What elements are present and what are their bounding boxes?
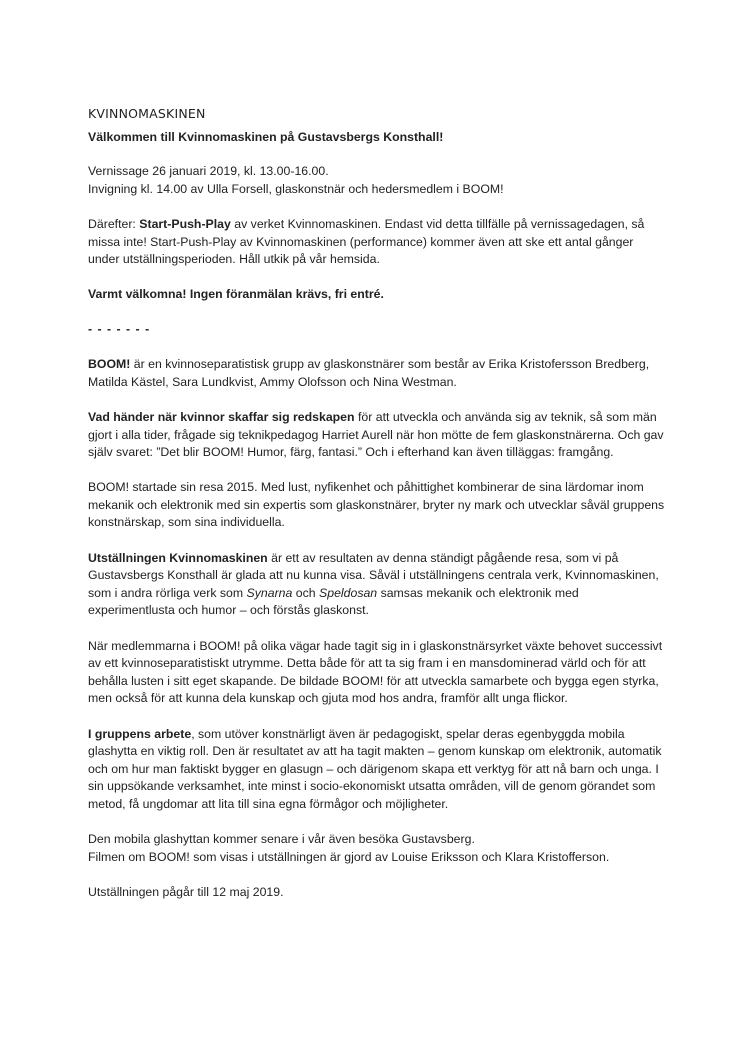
paragraph-bold-lead: Start-Push-Play (139, 216, 231, 231)
document-heading: KVINNOMASKINEN (88, 106, 206, 121)
vernissage-info (88, 163, 668, 198)
exhibition-paragraph (88, 550, 668, 620)
section-separator: - - - - - - - (88, 321, 151, 336)
document-subheading: Välkommen till Kvinnomaskinen på Gustavsbergs Konsthall! (88, 129, 444, 144)
boom-intro-paragraph (88, 356, 668, 391)
paragraph-text: för att utveckla och använda sig av teknik, så som män gjort i alla tider, frågade sig teknikpedagog Harriet Aurell när hon mötte de fem glaskonstnärerna. Och gav själv svaret: ”Det blir BOOM! Humor, färg, fantasi.” Och i efterhand kan även tilläggas: framgång. (88, 409, 664, 460)
vernissage-date: Vernissage 26 januari 2019, kl. 13.00-16.00. (88, 164, 329, 179)
paragraph-text: och (292, 585, 320, 600)
inauguration-info: Invigning kl. 14.00 av Ulla Forsell, glaskonstnär och hedersmedlem i BOOM! (88, 181, 504, 196)
paragraph-text: är en kvinnoseparatistisk grupp av glaskonstnärer som består av Erika Kristofersson Bredberg, Matilda Kästel, Sara Lundkvist, Ammy Olofsson och Nina Westman. (88, 357, 650, 389)
paragraph-bold-lead: BOOM! (88, 357, 131, 372)
paragraph-text: av verket Kvinnomaskinen. Endast vid detta tillfälle på vernissagedagen, så missa inte! Start-Push-Play av Kvinnomaskinen (performance) kommer även att ske ett antal gånger under utställningsperioden. Håll utkik på vår hemsida. (88, 216, 645, 267)
paragraph-text: är ett av resultaten av denna ständigt pågående resa, som vi på Gustavsbergs Konsthall är glada att nu kunna visa. Såväl i utställningens centrala verk, Kvinnomaskinen, som i andra rörliga verk som (88, 550, 659, 600)
film-credit: Filmen om BOOM! som visas i utställningen är gjord av Louise Eriksson och Klara Kristofferson. (88, 849, 610, 864)
paragraph-bold-lead: Utställningen Kvinnomaskinen (88, 550, 268, 565)
document-body (88, 105, 668, 919)
paragraph-bold-lead: I gruppens arbete (88, 726, 192, 741)
paragraph-text: , som utöver konstnärligt även är pedagogiskt, spelar deras egenbyggda mobila glashytta en viktig roll. Den är resultatet av att ha tagit makten – genom kunskap om elektronik, automatik och om hur man faktiskt bygger en glasugn – och därigenom skapa ett verktyg för att nå barn och unga. I sin uppsökande verksamhet, inte minst i socio-ekonomiskt utsatta områden, vill de genom görandet som metod, få ungdomar att lita till sina egna förmågor och möjligheter. (88, 726, 662, 811)
work-title-speldosan: Speldosan (319, 585, 378, 600)
welcome-note: Varmt välkomna! Ingen föranmälan krävs, fri entré. (88, 287, 384, 302)
glass-hut-paragraph (88, 831, 668, 866)
glass-hut-visit: Den mobila glashyttan kommer senare i vår även besöka Gustavsberg. (88, 832, 475, 847)
group-work-paragraph (88, 726, 668, 814)
work-title-synarna: Synarna (246, 585, 293, 600)
tools-paragraph (88, 409, 668, 462)
background-paragraph: När medlemmarna i BOOM! på olika vägar hade tagit sig in i glaskonstnärsyrket växte behovet successivt av ett kvinnoseparatistiskt utrymme. Detta både för att ta sig fram i en mansdominerad värld och för att behålla lusten i sitt eget skapande. De bildade BOOM! för att utveckla samarbete och bygga egen styrka, men också för att kunna dela kunskap och gjuta mod hos andra, framför allt unga flickor. (88, 638, 663, 706)
paragraph-text: Därefter: (88, 216, 140, 231)
history-paragraph: BOOM! startade sin resa 2015. Med lust, nyfikenhet och påhittighet kombinerar de sina lärdomar inom mekanik och elektronik med sin expertis som glaskonstnärer, bryter ny mark och utvecklar såväl gruppens konstnärskap, som sina individuella. (88, 480, 665, 530)
performance-paragraph (88, 216, 668, 269)
paragraph-text: samsas mekanik och elektronik med experimentlusta och humor – och förstås glaskonst. (88, 585, 579, 618)
exhibition-end-date: Utställningen pågår till 12 maj 2019. (88, 884, 284, 899)
paragraph-bold-lead: Vad händer när kvinnor skaffar sig redskapen (88, 409, 355, 424)
